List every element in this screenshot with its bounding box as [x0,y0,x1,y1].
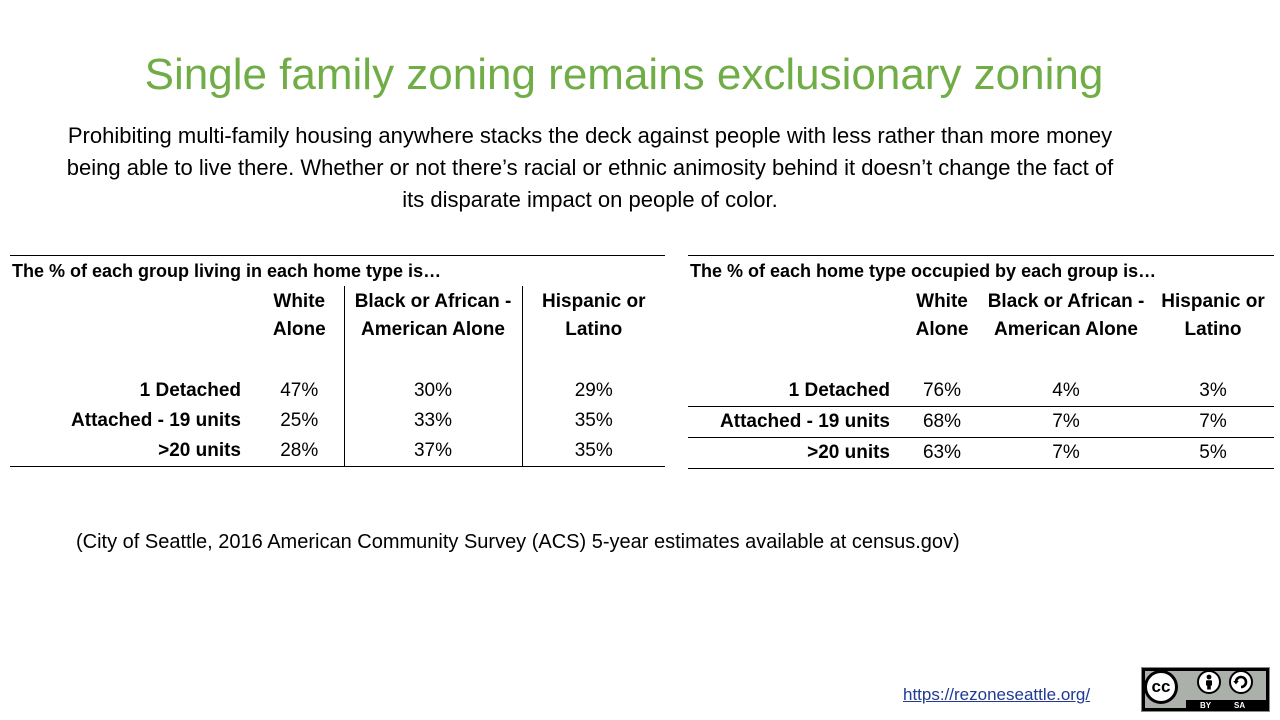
table-cell: 33% [344,406,522,436]
table-cell: 25% [280,410,319,431]
corner-cell [10,286,255,346]
table-cell: 76% [904,376,980,407]
table-row [10,436,665,467]
table-row [688,376,1274,407]
source-note: (City of Seattle, 2016 American Community Survey (ACS) 5-year estimates available at census.gov) [76,531,960,553]
row-label: Attached - 19 units [71,410,241,431]
table-row [688,438,1274,469]
slide-subtitle: Prohibiting multi-family housing anywhere stacks the deck against people with less rather than more money being able to live there. Whether or not there’s racial or ethnic animosity behind it doesn’t change the fact of its disparate impact on people of color. [66,123,1114,212]
rezoneseattle-link[interactable]: https://rezoneseattle.org/ [903,685,1091,704]
table-cell: 30% [344,376,522,406]
column-header: White Alone [915,291,969,340]
column-header: Hispanic or Latino [1161,291,1265,340]
row-label: Attached - 19 units [688,407,904,438]
table-cell: 5% [1199,442,1227,463]
share-alike-icon [1229,670,1253,694]
sa-label: SA [1234,701,1246,710]
table-cell: 7% [1152,407,1274,438]
row-label: >20 units [807,442,890,463]
table-cell: 35% [522,436,665,467]
table-home-type-by-group [688,255,1274,469]
table-group-by-home-type [10,255,665,467]
cc-by-sa-license-badge[interactable] [1141,667,1270,712]
table-cell: 68% [904,407,980,438]
table-cell: 37% [344,436,522,467]
person-icon [1197,670,1221,694]
column-header: Hispanic or Latino [522,286,665,346]
row-label: 1 Detached [688,376,904,407]
table-cell: 35% [522,406,665,436]
column-header: Black or African -American Alone [344,286,522,346]
person-icon-glyph [1199,672,1219,692]
table-cell: 63% [922,442,962,463]
share-alike-icon-glyph [1231,672,1251,692]
table-row [688,407,1274,438]
column-header: White Alone [272,291,326,340]
row-label: 1 Detached [139,380,241,401]
table-row [10,406,665,436]
corner-cell [688,286,904,346]
table-row [10,376,665,406]
table-cell: 4% [980,376,1152,407]
column-header: Black or African -American Alone [987,291,1145,340]
table-cell: 3% [1152,376,1274,407]
by-label: BY [1200,701,1212,710]
slide-title: Single family zoning remains exclusionary zoning [144,50,1104,99]
table-caption: The % of each group living in each home type is… [12,260,442,281]
cc-icon: cc [1144,670,1178,704]
table-caption: The % of each home type occupied by each group is… [690,260,1157,281]
table-cell: 29% [522,376,665,406]
badge-label-bar [1186,700,1269,711]
row-label: >20 units [158,440,241,461]
table-cell: 28% [280,440,319,461]
table-cell: 47% [280,380,319,401]
table-cell: 7% [980,407,1152,438]
table-cell: 7% [1052,442,1080,463]
